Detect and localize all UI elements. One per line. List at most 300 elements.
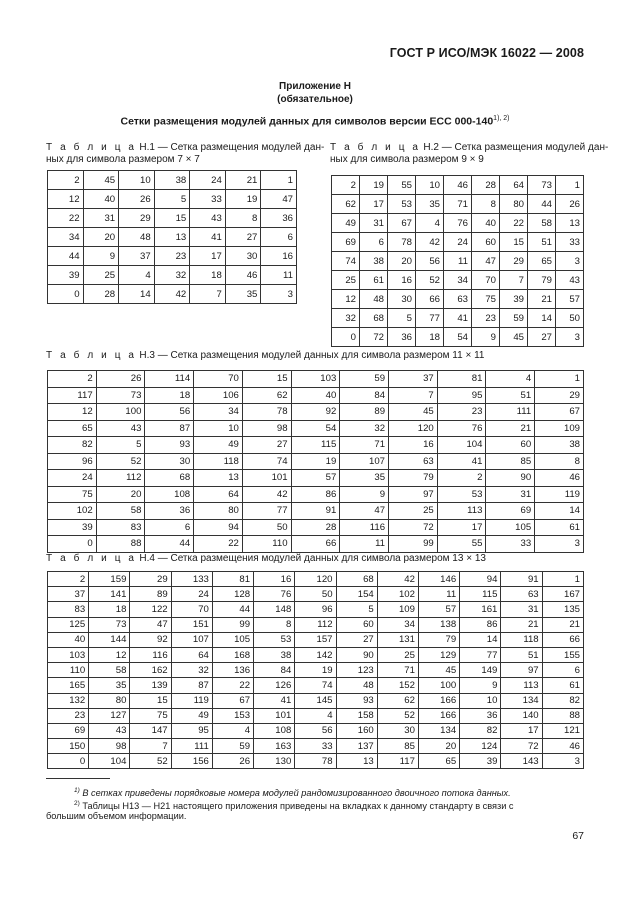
table-cell: 23 — [437, 404, 486, 421]
table-cell: 2 — [48, 171, 84, 190]
table-cell: 134 — [418, 723, 459, 738]
table-cell: 13 — [194, 470, 243, 487]
table-row — [48, 190, 297, 209]
table-cell: 150 — [48, 739, 89, 754]
table-cell: 116 — [340, 519, 389, 536]
table-cell: 132 — [48, 693, 89, 708]
table-cell: 8 — [254, 617, 295, 632]
table-cell: 13 — [336, 754, 377, 769]
table-cell: 155 — [542, 647, 583, 662]
table-cell: 103 — [48, 647, 89, 662]
table-cell: 163 — [254, 739, 295, 754]
table-row — [48, 723, 584, 738]
table-cell: 95 — [437, 387, 486, 404]
table-cell: 120 — [295, 572, 336, 587]
table-cell: 168 — [212, 647, 253, 662]
table-cell: 64 — [500, 176, 528, 195]
table-cell: 115 — [291, 437, 340, 454]
table-cell: 29 — [535, 387, 584, 404]
table-cell: 140 — [501, 708, 542, 723]
table-cell: 48 — [360, 290, 388, 309]
table-cell: 63 — [444, 290, 472, 309]
table-row — [48, 285, 297, 304]
table-cell: 79 — [418, 632, 459, 647]
table-cell: 121 — [542, 723, 583, 738]
table-cell: 25 — [83, 266, 119, 285]
table-cell: 1 — [261, 171, 297, 190]
table-cell: 48 — [336, 678, 377, 693]
table-row — [48, 404, 584, 421]
table-cell: 17 — [437, 519, 486, 536]
table-cell: 61 — [542, 678, 583, 693]
table-cell: 18 — [89, 602, 130, 617]
table-cell: 166 — [418, 708, 459, 723]
table-cell: 61 — [360, 271, 388, 290]
table-cell: 70 — [194, 371, 243, 388]
table-cell: 52 — [130, 754, 171, 769]
table-cell: 27 — [242, 437, 291, 454]
table-cell: 98 — [242, 420, 291, 437]
table-cell: 46 — [444, 176, 472, 195]
table-h3 — [47, 370, 584, 553]
table-cell: 27 — [528, 328, 556, 347]
table-cell: 21 — [486, 420, 535, 437]
table-h4-caption: Т а б л и ц а Н.4 — Сетка размещения модулей данных для символа размером 13 × 13 — [46, 553, 486, 564]
table-cell: 0 — [332, 328, 360, 347]
table-cell: 9 — [340, 486, 389, 503]
table-cell: 152 — [377, 678, 418, 693]
table-cell: 41 — [444, 309, 472, 328]
table-cell: 23 — [154, 247, 190, 266]
table-cell: 136 — [212, 663, 253, 678]
footnote-2-continuation: большим объемом информации. — [46, 811, 187, 821]
table-cell: 74 — [332, 252, 360, 271]
table-cell: 114 — [145, 371, 194, 388]
footnote-divider — [46, 778, 110, 779]
table-cell: 66 — [291, 536, 340, 553]
table-cell: 52 — [377, 708, 418, 723]
table-cell: 78 — [295, 754, 336, 769]
table-cell: 22 — [48, 209, 84, 228]
table-cell: 5 — [154, 190, 190, 209]
table-cell: 138 — [418, 617, 459, 632]
table-cell: 15 — [500, 233, 528, 252]
table-cell: 95 — [171, 723, 212, 738]
table-cell: 11 — [261, 266, 297, 285]
table-cell: 162 — [130, 663, 171, 678]
table-cell: 20 — [83, 228, 119, 247]
table-cell: 3 — [556, 328, 584, 347]
table-cell: 36 — [388, 328, 416, 347]
table-cell: 30 — [377, 723, 418, 738]
table-cell: 119 — [171, 693, 212, 708]
table-cell: 53 — [254, 632, 295, 647]
table-cell: 34 — [48, 228, 84, 247]
table-cell: 107 — [340, 453, 389, 470]
table-cell: 37 — [119, 247, 155, 266]
table-cell: 40 — [291, 387, 340, 404]
table-row — [48, 387, 584, 404]
table-row — [48, 420, 584, 437]
table-cell: 62 — [377, 693, 418, 708]
table-cell: 157 — [295, 632, 336, 647]
table-cell: 91 — [501, 572, 542, 587]
table-row — [332, 214, 584, 233]
table-cell: 70 — [171, 602, 212, 617]
table-cell: 6 — [542, 663, 583, 678]
table-cell: 52 — [96, 453, 145, 470]
table-cell: 11 — [444, 252, 472, 271]
table-cell: 13 — [154, 228, 190, 247]
table-cell: 60 — [486, 437, 535, 454]
table-cell: 49 — [194, 437, 243, 454]
table-cell: 64 — [171, 647, 212, 662]
table-cell: 32 — [340, 420, 389, 437]
table-cell: 8 — [472, 195, 500, 214]
table-cell: 20 — [418, 739, 459, 754]
table-cell: 117 — [48, 387, 97, 404]
table-cell: 71 — [444, 195, 472, 214]
table-cell: 82 — [48, 437, 97, 454]
table-cell: 124 — [460, 739, 501, 754]
table-cell: 102 — [377, 587, 418, 602]
table-cell: 145 — [295, 693, 336, 708]
table-cell: 19 — [291, 453, 340, 470]
table-row — [48, 470, 584, 487]
table-cell: 86 — [460, 617, 501, 632]
table-cell: 82 — [460, 723, 501, 738]
table-cell: 133 — [171, 572, 212, 587]
table-cell: 45 — [389, 404, 438, 421]
table-cell: 48 — [119, 228, 155, 247]
table-cell: 7 — [500, 271, 528, 290]
table-cell: 112 — [295, 617, 336, 632]
table-cell: 38 — [254, 647, 295, 662]
table-cell: 38 — [360, 252, 388, 271]
table-cell: 41 — [190, 228, 226, 247]
table-row — [332, 195, 584, 214]
page-number: 67 — [572, 830, 584, 842]
table-cell: 105 — [486, 519, 535, 536]
table-cell: 1 — [542, 572, 583, 587]
table-cell: 7 — [190, 285, 226, 304]
table-cell: 11 — [418, 587, 459, 602]
table-cell: 74 — [242, 453, 291, 470]
table-row — [48, 693, 584, 708]
table-cell: 139 — [130, 678, 171, 693]
table-cell: 10 — [194, 420, 243, 437]
table-cell: 39 — [500, 290, 528, 309]
table-cell: 42 — [242, 486, 291, 503]
table-cell: 47 — [130, 617, 171, 632]
table-row — [48, 632, 584, 647]
table-cell: 118 — [501, 632, 542, 647]
table-cell: 32 — [154, 266, 190, 285]
document-header: ГОСТ Р ИСО/МЭК 16022 — 2008 — [389, 46, 584, 60]
table-row — [48, 739, 584, 754]
table-cell: 77 — [416, 309, 444, 328]
table-cell: 53 — [388, 195, 416, 214]
table-cell: 120 — [389, 420, 438, 437]
table-cell: 43 — [96, 420, 145, 437]
table-cell: 18 — [190, 266, 226, 285]
table-cell: 67 — [388, 214, 416, 233]
table-cell: 101 — [242, 470, 291, 487]
table-cell: 92 — [130, 632, 171, 647]
table-cell: 2 — [48, 572, 89, 587]
table-cell: 143 — [501, 754, 542, 769]
table-row — [332, 233, 584, 252]
table-cell: 4 — [416, 214, 444, 233]
table-cell: 40 — [83, 190, 119, 209]
table-cell: 9 — [83, 247, 119, 266]
table-cell: 158 — [336, 708, 377, 723]
table-cell: 3 — [261, 285, 297, 304]
table-cell: 70 — [472, 271, 500, 290]
table-cell: 38 — [154, 171, 190, 190]
table-cell: 77 — [242, 503, 291, 520]
table-cell: 26 — [212, 754, 253, 769]
table-cell: 29 — [130, 572, 171, 587]
table-cell: 148 — [254, 602, 295, 617]
table-cell: 22 — [194, 536, 243, 553]
table-cell: 39 — [48, 519, 97, 536]
section-title: Сетки размещения модулей данных для символов версии ЕСС $000-140^{1), 2)}$ — [120, 115, 510, 128]
table-cell: 31 — [360, 214, 388, 233]
table-cell: 15 — [130, 693, 171, 708]
table-cell: 36 — [460, 708, 501, 723]
table-cell: 72 — [501, 739, 542, 754]
table-cell: 100 — [96, 404, 145, 421]
table-cell: 63 — [389, 453, 438, 470]
table-cell: 75 — [472, 290, 500, 309]
table-cell: 55 — [437, 536, 486, 553]
table-cell: 8 — [535, 453, 584, 470]
table-cell: 166 — [418, 693, 459, 708]
table-cell: 43 — [556, 271, 584, 290]
table-cell: 24 — [190, 171, 226, 190]
table-cell: 14 — [460, 632, 501, 647]
table-cell: 50 — [242, 519, 291, 536]
table-cell: 160 — [336, 723, 377, 738]
table-cell: 25 — [377, 647, 418, 662]
table-cell: 130 — [254, 754, 295, 769]
table-cell: 47 — [472, 252, 500, 271]
table-cell: 96 — [295, 602, 336, 617]
table-cell: 0 — [48, 285, 84, 304]
table-cell: 58 — [89, 663, 130, 678]
table-cell: 16 — [388, 271, 416, 290]
table-cell: 19 — [360, 176, 388, 195]
table-cell: 134 — [501, 693, 542, 708]
table-cell: 159 — [89, 572, 130, 587]
table-cell: 58 — [528, 214, 556, 233]
table-row — [48, 617, 584, 632]
table-cell: 5 — [336, 602, 377, 617]
table-cell: 76 — [254, 587, 295, 602]
table-cell: 42 — [416, 233, 444, 252]
table-cell: 46 — [542, 739, 583, 754]
table-cell: 111 — [486, 404, 535, 421]
table-h1 — [47, 170, 297, 304]
table-cell: 40 — [472, 214, 500, 233]
table-cell: 2 — [437, 470, 486, 487]
table-cell: 39 — [460, 754, 501, 769]
table-cell: 69 — [48, 723, 89, 738]
table-cell: 11 — [340, 536, 389, 553]
table-cell: 28 — [83, 285, 119, 304]
table-cell: 83 — [96, 519, 145, 536]
table-cell: 23 — [48, 708, 89, 723]
table-cell: 38 — [535, 437, 584, 454]
table-cell: 21 — [501, 617, 542, 632]
table-cell: 46 — [535, 470, 584, 487]
table-cell: 167 — [542, 587, 583, 602]
table-row — [332, 271, 584, 290]
table-cell: 20 — [96, 486, 145, 503]
table-cell: 12 — [332, 290, 360, 309]
table-cell: 21 — [225, 171, 261, 190]
table-cell: 45 — [418, 663, 459, 678]
table-cell: 21 — [528, 290, 556, 309]
table-cell: 108 — [254, 723, 295, 738]
table-row — [48, 519, 584, 536]
table-cell: 33 — [295, 739, 336, 754]
table-cell: 83 — [48, 602, 89, 617]
table-cell: 44 — [145, 536, 194, 553]
table-cell: 4 — [295, 708, 336, 723]
table-cell: 34 — [194, 404, 243, 421]
table-cell: 19 — [295, 663, 336, 678]
table-cell: 127 — [89, 708, 130, 723]
table-cell: 71 — [377, 663, 418, 678]
table-cell: 0 — [48, 536, 97, 553]
table-cell: 125 — [48, 617, 89, 632]
table-cell: 29 — [500, 252, 528, 271]
appendix-title: Приложение Н — [279, 81, 351, 92]
table-row — [332, 309, 584, 328]
table-cell: 32 — [332, 309, 360, 328]
table-cell: 24 — [48, 470, 97, 487]
table-cell: 47 — [340, 503, 389, 520]
table-cell: 93 — [336, 693, 377, 708]
table-cell: 131 — [377, 632, 418, 647]
table-cell: 92 — [291, 404, 340, 421]
table-cell: 79 — [389, 470, 438, 487]
table-cell: 17 — [190, 247, 226, 266]
table-row — [48, 247, 297, 266]
table-cell: 54 — [291, 420, 340, 437]
table-cell: 43 — [190, 209, 226, 228]
table-cell: 87 — [171, 678, 212, 693]
table-cell: 93 — [145, 437, 194, 454]
table-cell: 113 — [437, 503, 486, 520]
table-cell: 53 — [437, 486, 486, 503]
table-cell: 10 — [416, 176, 444, 195]
table-cell: 15 — [154, 209, 190, 228]
table-cell: 10 — [119, 171, 155, 190]
table-cell: 26 — [96, 371, 145, 388]
table-cell: 97 — [501, 663, 542, 678]
table-cell: 19 — [225, 190, 261, 209]
table-cell: 51 — [528, 233, 556, 252]
table-row — [48, 647, 584, 662]
table-cell: 71 — [340, 437, 389, 454]
table-cell: 32 — [171, 663, 212, 678]
table-row — [332, 290, 584, 309]
table-cell: 77 — [460, 647, 501, 662]
table-cell: 31 — [83, 209, 119, 228]
table-cell: 41 — [437, 453, 486, 470]
table-row — [48, 209, 297, 228]
table-cell: 96 — [48, 453, 97, 470]
table-cell: 129 — [418, 647, 459, 662]
table-cell: 110 — [242, 536, 291, 553]
table-cell: 25 — [332, 271, 360, 290]
table-cell: 26 — [556, 195, 584, 214]
table-cell: 156 — [171, 754, 212, 769]
footnote-1: $^{1)}$ В сетках приведены порядковые номера модулей рандомизированного двоичного потока данных. — [74, 787, 511, 799]
table-cell: 14 — [119, 285, 155, 304]
table-row — [48, 678, 584, 693]
table-cell: 104 — [89, 754, 130, 769]
table-cell: 50 — [556, 309, 584, 328]
table-h2-caption: Т а б л и ц а Н.2 — Сетка размещения модулей дан- ных для символа размером 9 × 9 — [330, 142, 609, 165]
table-cell: 78 — [388, 233, 416, 252]
table-cell: 86 — [291, 486, 340, 503]
table-cell: 66 — [542, 632, 583, 647]
table-cell: 6 — [261, 228, 297, 247]
table-cell: 42 — [154, 285, 190, 304]
table-row — [48, 536, 584, 553]
table-cell: 40 — [48, 632, 89, 647]
table-cell: 10 — [460, 693, 501, 708]
table-h3-caption: Т а б л и ц а Н.3 — Сетка размещения модулей данных для символа размером 11 × 11 — [46, 350, 485, 361]
table-cell: 107 — [171, 632, 212, 647]
table-cell: 149 — [460, 663, 501, 678]
table-cell: 98 — [89, 739, 130, 754]
table-h2 — [331, 175, 584, 347]
table-cell: 15 — [242, 371, 291, 388]
table-cell: 51 — [486, 387, 535, 404]
table-cell: 81 — [212, 572, 253, 587]
table-cell: 94 — [194, 519, 243, 536]
table-cell: 62 — [242, 387, 291, 404]
table-cell: 17 — [360, 195, 388, 214]
table-cell: 45 — [500, 328, 528, 347]
table-cell: 142 — [295, 647, 336, 662]
table-row — [332, 252, 584, 271]
table-cell: 91 — [291, 503, 340, 520]
table-cell: 67 — [535, 404, 584, 421]
table-cell: 39 — [48, 266, 84, 285]
table-cell: 68 — [360, 309, 388, 328]
table-cell: 23 — [472, 309, 500, 328]
table-cell: 65 — [418, 754, 459, 769]
table-cell: 103 — [291, 371, 340, 388]
table-row — [48, 503, 584, 520]
table-cell: 147 — [130, 723, 171, 738]
table-cell: 30 — [145, 453, 194, 470]
table-h4 — [47, 571, 584, 769]
table-cell: 46 — [225, 266, 261, 285]
table-cell: 56 — [416, 252, 444, 271]
table-cell: 80 — [89, 693, 130, 708]
table-cell: 28 — [472, 176, 500, 195]
table-cell: 102 — [48, 503, 97, 520]
table-cell: 119 — [535, 486, 584, 503]
table-cell: 17 — [501, 723, 542, 738]
